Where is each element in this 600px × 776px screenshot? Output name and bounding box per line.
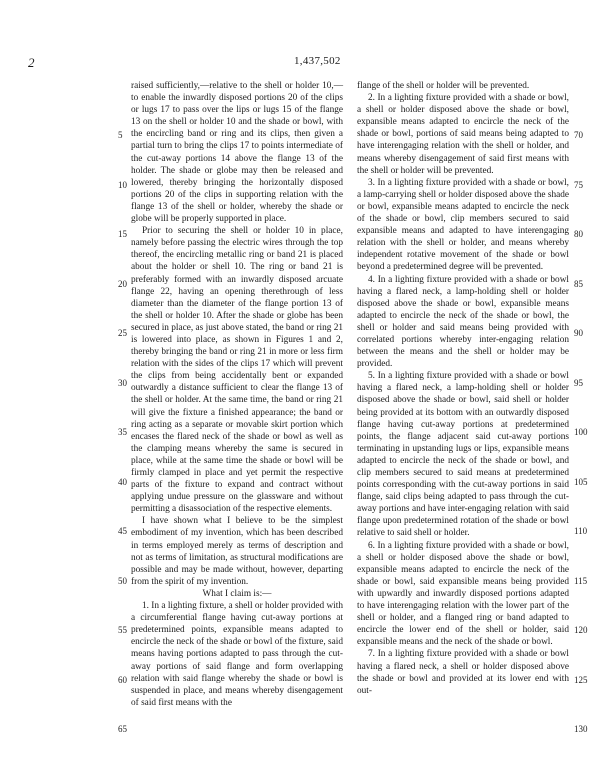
line-number: 65 [118, 724, 127, 734]
line-number: 30 [118, 378, 127, 388]
line-number: 105 [574, 477, 588, 487]
line-number: 5 [118, 130, 123, 140]
left-text-column [131, 80, 343, 709]
line-number: 115 [574, 576, 588, 586]
line-number: 10 [118, 180, 127, 190]
paragraph: Prior to securing the shell or holder 10 in place, namely before passing the electric wires through the top thereof, the encircling metallic ring or band 21 is placed about the holder or shell 10. The ring or band 21 is preferably formed with an inwardly disposed arcuate flange 22, having an opening therethrough of less diameter than the diameter of the flange portion 13 of the shell or holder 10. After the shade or globe has been secured in place, as just above stated, the band or ring 21 is lowered into place, as shown in Figures 1 and 2, thereby bringing the band or ring 21 in more or less firm relation with the sides of the clips 17 which will prevent the clips from being accidentally bent or expanded outwardly a distance sufficient to clear the flange 13 of the shell or holder. At the same time, the band or ring 21 will give the fixture a finished appearance; the band or ring acting as a separate or movable skirt portion which encases the flared neck of the shade or bowl as well as the clamping means whereby the same is secured in place, while at the same time the shade or bowl will be firmly clamped in place and yet permit the respective parts of the fixture to expand and contract without applying undue pressure on the glassware and without permitting a disassociation of the respective elements. [131, 226, 343, 515]
claim-4: 4. In a lighting fixture provided with a shade or bowl having a flared neck, a lamp-holding shell or holder disposed above the shade or bowl, expansible means adapted to encircle the neck of the shade or bowl, the shell or holder and said means being provided with correlated portions whereby inter-engaging relation between the means and the shell or holder may be provided. [357, 274, 569, 370]
right-text-column [357, 80, 569, 697]
line-number: 75 [574, 180, 583, 190]
claim-5: 5. In a lighting fixture provided with a shade or bowl having a flared neck, a lamp-holding shell or holder disposed above the shade or bowl, said shell or holder being provided at its bottom with an outwardly disposed flange having cut-away portions at predetermined points, the flange adjacent said cut-away portions terminating in upstanding lugs or lips, expansible means adapted to encircle the neck of the shade or bowl, and clip members secured to said means at predetermined points corresponding with the cut-away portions in said flange, said clips being adapted to pass through the cut-away portions and have inter-engaging relation with said flange upon predetermined rotation of the shade or bowl relative to said shell or holder. [357, 371, 569, 539]
line-number: 120 [574, 625, 588, 635]
claims-heading: What I claim is:— [202, 588, 272, 599]
line-number: 45 [118, 526, 127, 536]
line-number: 70 [574, 130, 583, 140]
line-number: 125 [574, 675, 588, 685]
page-number: 2 [28, 55, 35, 70]
paragraph: raised sufficiently,—relative to the shell or holder 10,—to enable the inwardly disposed portions 20 of the clips or lugs 17 to pass over the lips or lugs 15 of the flange 13 on the shell or holder 10 and the shade or bowl, with the encircling band or ring and its clips, then given a partial turn to bring the clips 17 to points intermediate of the cut-away portions 14 above the flange 13 of the holder. The shade or globe may then be released and lowered, thereby bringing the horizontally disposed portions 20 of the clips in supporting relation with the flange 13 of the shell or holder, whereby the shade or globe will be properly supported in place. [131, 81, 343, 225]
line-number: 35 [118, 427, 127, 437]
claim-3: 3. In a lighting fixture provided with a shade or bowl, a lamp-carrying shell or holder disposed above the shade or bowl, expansible means adapted to encircle the neck of the shade or bowl, clip members secured to said expansible means and adapted to have interengaging relation with the shell or holder, and means whereby independent rotative movement of the shade or bowl beyond a predetermined degree will be prevented. [357, 177, 569, 273]
line-number: 55 [118, 625, 127, 635]
line-number: 80 [574, 229, 583, 239]
line-number: 50 [118, 576, 127, 586]
line-number: 95 [574, 378, 583, 388]
patent-number: 1,437,502 [294, 55, 341, 67]
claim-6: 6. In a lighting fixture provided with a shade or bowl, a shell or holder disposed above the shade or bowl, expansible means adapted to encircle the neck of the shade or bowl, said expansible means being provided with upwardly and inwardly disposed portions adapted to have interengaging relation with the lower part of the shell or holder, and a flanged ring or band adapted to encircle the lower end of the shell or holder, said expansible means and the neck of the shade or bowl. [357, 540, 569, 648]
claim-1-continued: flange of the shell or holder will be prevented. [357, 81, 530, 91]
line-number: 40 [118, 477, 127, 487]
line-number: 100 [574, 427, 588, 437]
line-number: 15 [118, 229, 127, 239]
line-number: 90 [574, 328, 583, 338]
line-number: 110 [574, 526, 588, 536]
claim-1: 1. In a lighting fixture, a shell or holder provided with a circumferential flange having cut-away portions at predetermined points, expansible means adapted to encircle the neck of the shade or bowl of the fixture, said means having portions adapted to pass through the cut-away portions of said flange and form overlapping relation with said flange whereby the shade or bowl is suspended in place, and means whereby disengagement of said first means with the [131, 601, 343, 708]
line-number: 25 [118, 328, 127, 338]
line-number: 85 [574, 279, 583, 289]
claim-2: 2. In a lighting fixture provided with a shade or bowl, a shell or holder disposed above the shade or bowl, expansible means adapted to encircle the neck of the shade or bowl, portions of said means being adapted to have interengaging relation with the shell or holder, and means whereby disengagement of said first means with the shell or holder will be prevented. [357, 93, 569, 176]
paragraph: I have shown what I believe to be the simplest embodiment of my invention, which has been described in terms employed merely as terms of description and not as terms of limitation, as structural modifications are possible and may be made without, however, departing from the spirit of my invention. [131, 516, 343, 587]
line-number: 20 [118, 279, 127, 289]
line-number: 130 [574, 724, 588, 734]
claim-7: 7. In a lighting fixture provided with a shade or bowl having a flared neck, a shell or holder disposed above the shade or bowl and provided at its lower end with out- [357, 649, 569, 696]
line-number: 60 [118, 675, 127, 685]
